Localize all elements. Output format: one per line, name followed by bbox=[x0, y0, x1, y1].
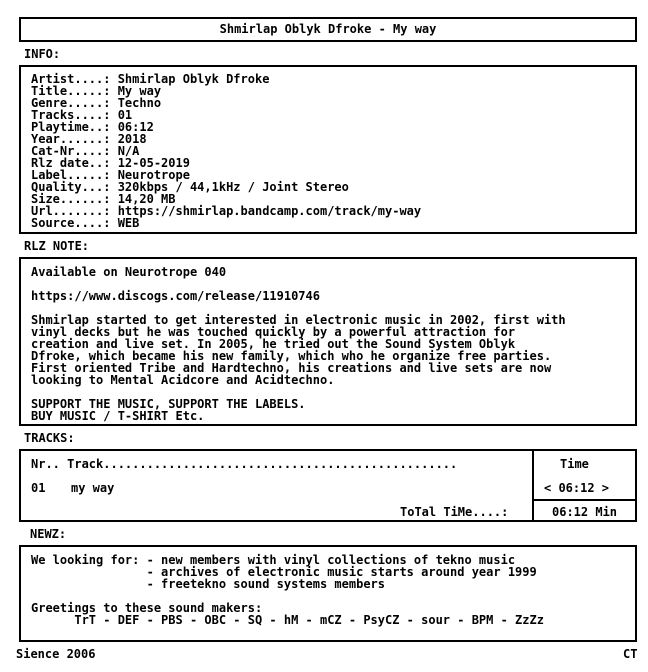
info-label: INFO: bbox=[24, 47, 61, 61]
time-column-divider bbox=[532, 451, 534, 520]
page-title: Shmirlap Oblyk Dfroke - My way bbox=[219, 22, 437, 36]
rlz-note-content bbox=[31, 266, 566, 422]
info-row-rlz-date: Rlz date..: 12-05-2019 bbox=[31, 156, 190, 170]
info-row-tracks: Tracks....: 01 bbox=[31, 108, 133, 122]
info-row-playtime: Playtime..: 06:12 bbox=[31, 120, 154, 134]
info-row-source: Source....: WEB bbox=[31, 216, 140, 230]
news-label: NEWZ: bbox=[30, 527, 67, 541]
news-box bbox=[19, 545, 637, 642]
bio-text: Shmirlap started to get interested in electronic music in 2002, first with vinyl decks but he was touched quickly by a powerful attraction for creation and live set. In 2005, he tried out the Sound System Oblyk Dfroke, which became his new family, which who he organize free parties. First oriented Tribe and Hardtechno, his creations and live sets are now looking to Mental Acidcore and Acidtechno. bbox=[31, 313, 566, 387]
info-row-year: Year......: 2018 bbox=[31, 132, 147, 146]
info-list bbox=[31, 73, 421, 229]
info-row-cat-nr: Cat-Nr....: N/A bbox=[31, 144, 140, 158]
title-box bbox=[19, 17, 637, 42]
tracks-label: TRACKS: bbox=[24, 431, 75, 445]
support-text: SUPPORT THE MUSIC, SUPPORT THE LABELS. BUY MUSIC / T-SHIRT Etc. bbox=[31, 397, 306, 423]
info-box bbox=[19, 65, 637, 234]
available-text: Available on Neurotrope 040 bbox=[31, 265, 227, 279]
news-text: We looking for: - new members with vinyl collections of tekno music - archives of electronic music starts around year 1999 - freetekno sound systems members Greetings to these sound makers: TrT - DEF - PBS - OBC - SQ - hM - mCZ - PsyCZ - sour - BPM - ZzZz bbox=[31, 553, 544, 627]
discogs-link[interactable]: https://www.discogs.com/release/11910746 bbox=[31, 289, 320, 303]
time-header: Time bbox=[560, 457, 589, 471]
track-title[interactable]: my way bbox=[71, 481, 115, 495]
info-row-quality: Quality...: 320kbps / 44,1kHz / Joint Stereo bbox=[31, 180, 349, 194]
info-row-artist: Artist....: Shmirlap Oblyk Dfroke bbox=[31, 72, 270, 86]
track-time: < 06:12 > bbox=[544, 481, 610, 495]
info-row-genre: Genre.....: Techno bbox=[31, 96, 162, 110]
tracks-header: Nr.. Track................................................. bbox=[31, 457, 458, 471]
footer-left: Sience 2006 bbox=[16, 647, 96, 661]
track-nr: 01 bbox=[31, 481, 46, 495]
info-row-label: Label.....: Neurotrope bbox=[31, 168, 190, 182]
info-row-title: Title.....: My way bbox=[31, 84, 162, 98]
info-row-size: Size......: 14,20 MB bbox=[31, 192, 176, 206]
rlz-note-box bbox=[19, 257, 637, 426]
total-time-value: 06:12 Min bbox=[552, 505, 618, 519]
total-time-label: ToTal TiMe....: bbox=[400, 505, 509, 519]
rlz-note-label: RLZ NOTE: bbox=[24, 239, 90, 253]
info-row-url[interactable]: Url.......: https://shmirlap.bandcamp.com/track/my-way bbox=[31, 204, 422, 218]
total-divider bbox=[532, 499, 635, 501]
footer-right: CT bbox=[623, 647, 638, 661]
tracks-box bbox=[19, 449, 637, 522]
